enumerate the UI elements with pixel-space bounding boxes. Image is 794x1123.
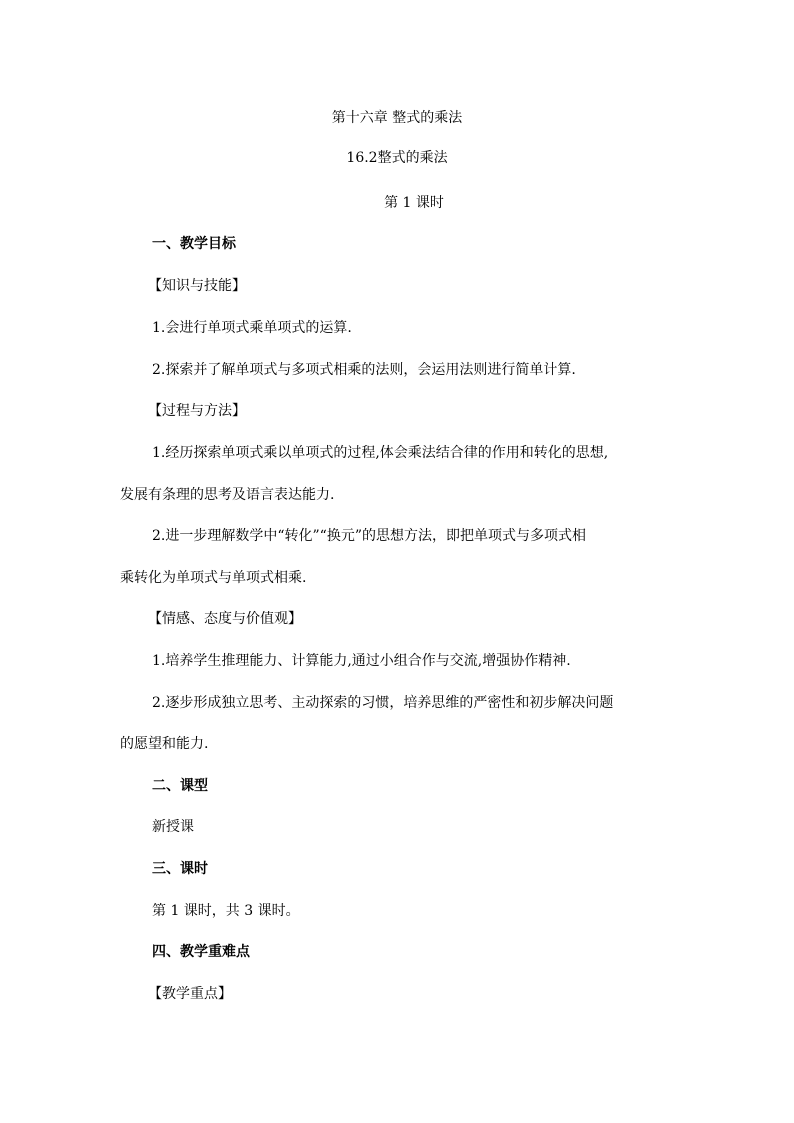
heading-lesson-type: 二、课型 bbox=[152, 778, 208, 794]
heading-class-hours: 三、课时 bbox=[152, 861, 208, 877]
subheading-process: 【过程与方法】 bbox=[148, 403, 246, 419]
paragraph-k2: 2.探索并了解单项式与多项式相乘的法则，会运用法则进行简单计算. bbox=[152, 362, 576, 378]
paragraph-p1-line2: 发展有条理的思考及语言表达能力. bbox=[120, 487, 335, 503]
paragraph-p2-line2: 乘转化为单项式与单项式相乘. bbox=[120, 570, 307, 586]
paragraph-k1: 1.会进行单项式乘单项式的运算. bbox=[152, 320, 352, 336]
subheading-key-points: 【教学重点】 bbox=[148, 986, 232, 1002]
heading-teaching-goals: 一、教学目标 bbox=[152, 236, 236, 252]
paragraph-lesson-type: 新授课 bbox=[152, 819, 194, 835]
paragraph-class-hours: 第 1 课时，共 3 课时。 bbox=[152, 903, 300, 919]
lesson-title: 第 1 课时 bbox=[384, 195, 444, 211]
heading-key-difficulties: 四、教学重难点 bbox=[152, 944, 250, 960]
paragraph-e1: 1.培养学生推理能力、计算能力,通过小组合作与交流,增强协作精神. bbox=[152, 653, 571, 669]
paragraph-p2-line1: 2.进一步理解数学中“转化”“换元”的思想方法，即把单项式与多项式相 bbox=[152, 528, 586, 544]
chapter-title: 第十六章 整式的乘法 bbox=[331, 110, 463, 126]
paragraph-e2-line2: 的愿望和能力. bbox=[120, 736, 209, 752]
section-title: 16.2整式的乘法 bbox=[346, 150, 448, 166]
subheading-knowledge: 【知识与技能】 bbox=[148, 278, 246, 294]
paragraph-e2-line1: 2.逐步形成独立思考、主动探索的习惯，培养思维的严密性和初步解决问题 bbox=[152, 695, 614, 711]
paragraph-p1-line1: 1.经历探索单项式乘以单项式的过程,体会乘法结合律的作用和转化的思想, bbox=[152, 445, 609, 461]
subheading-emotion: 【情感、态度与价值观】 bbox=[148, 611, 302, 627]
